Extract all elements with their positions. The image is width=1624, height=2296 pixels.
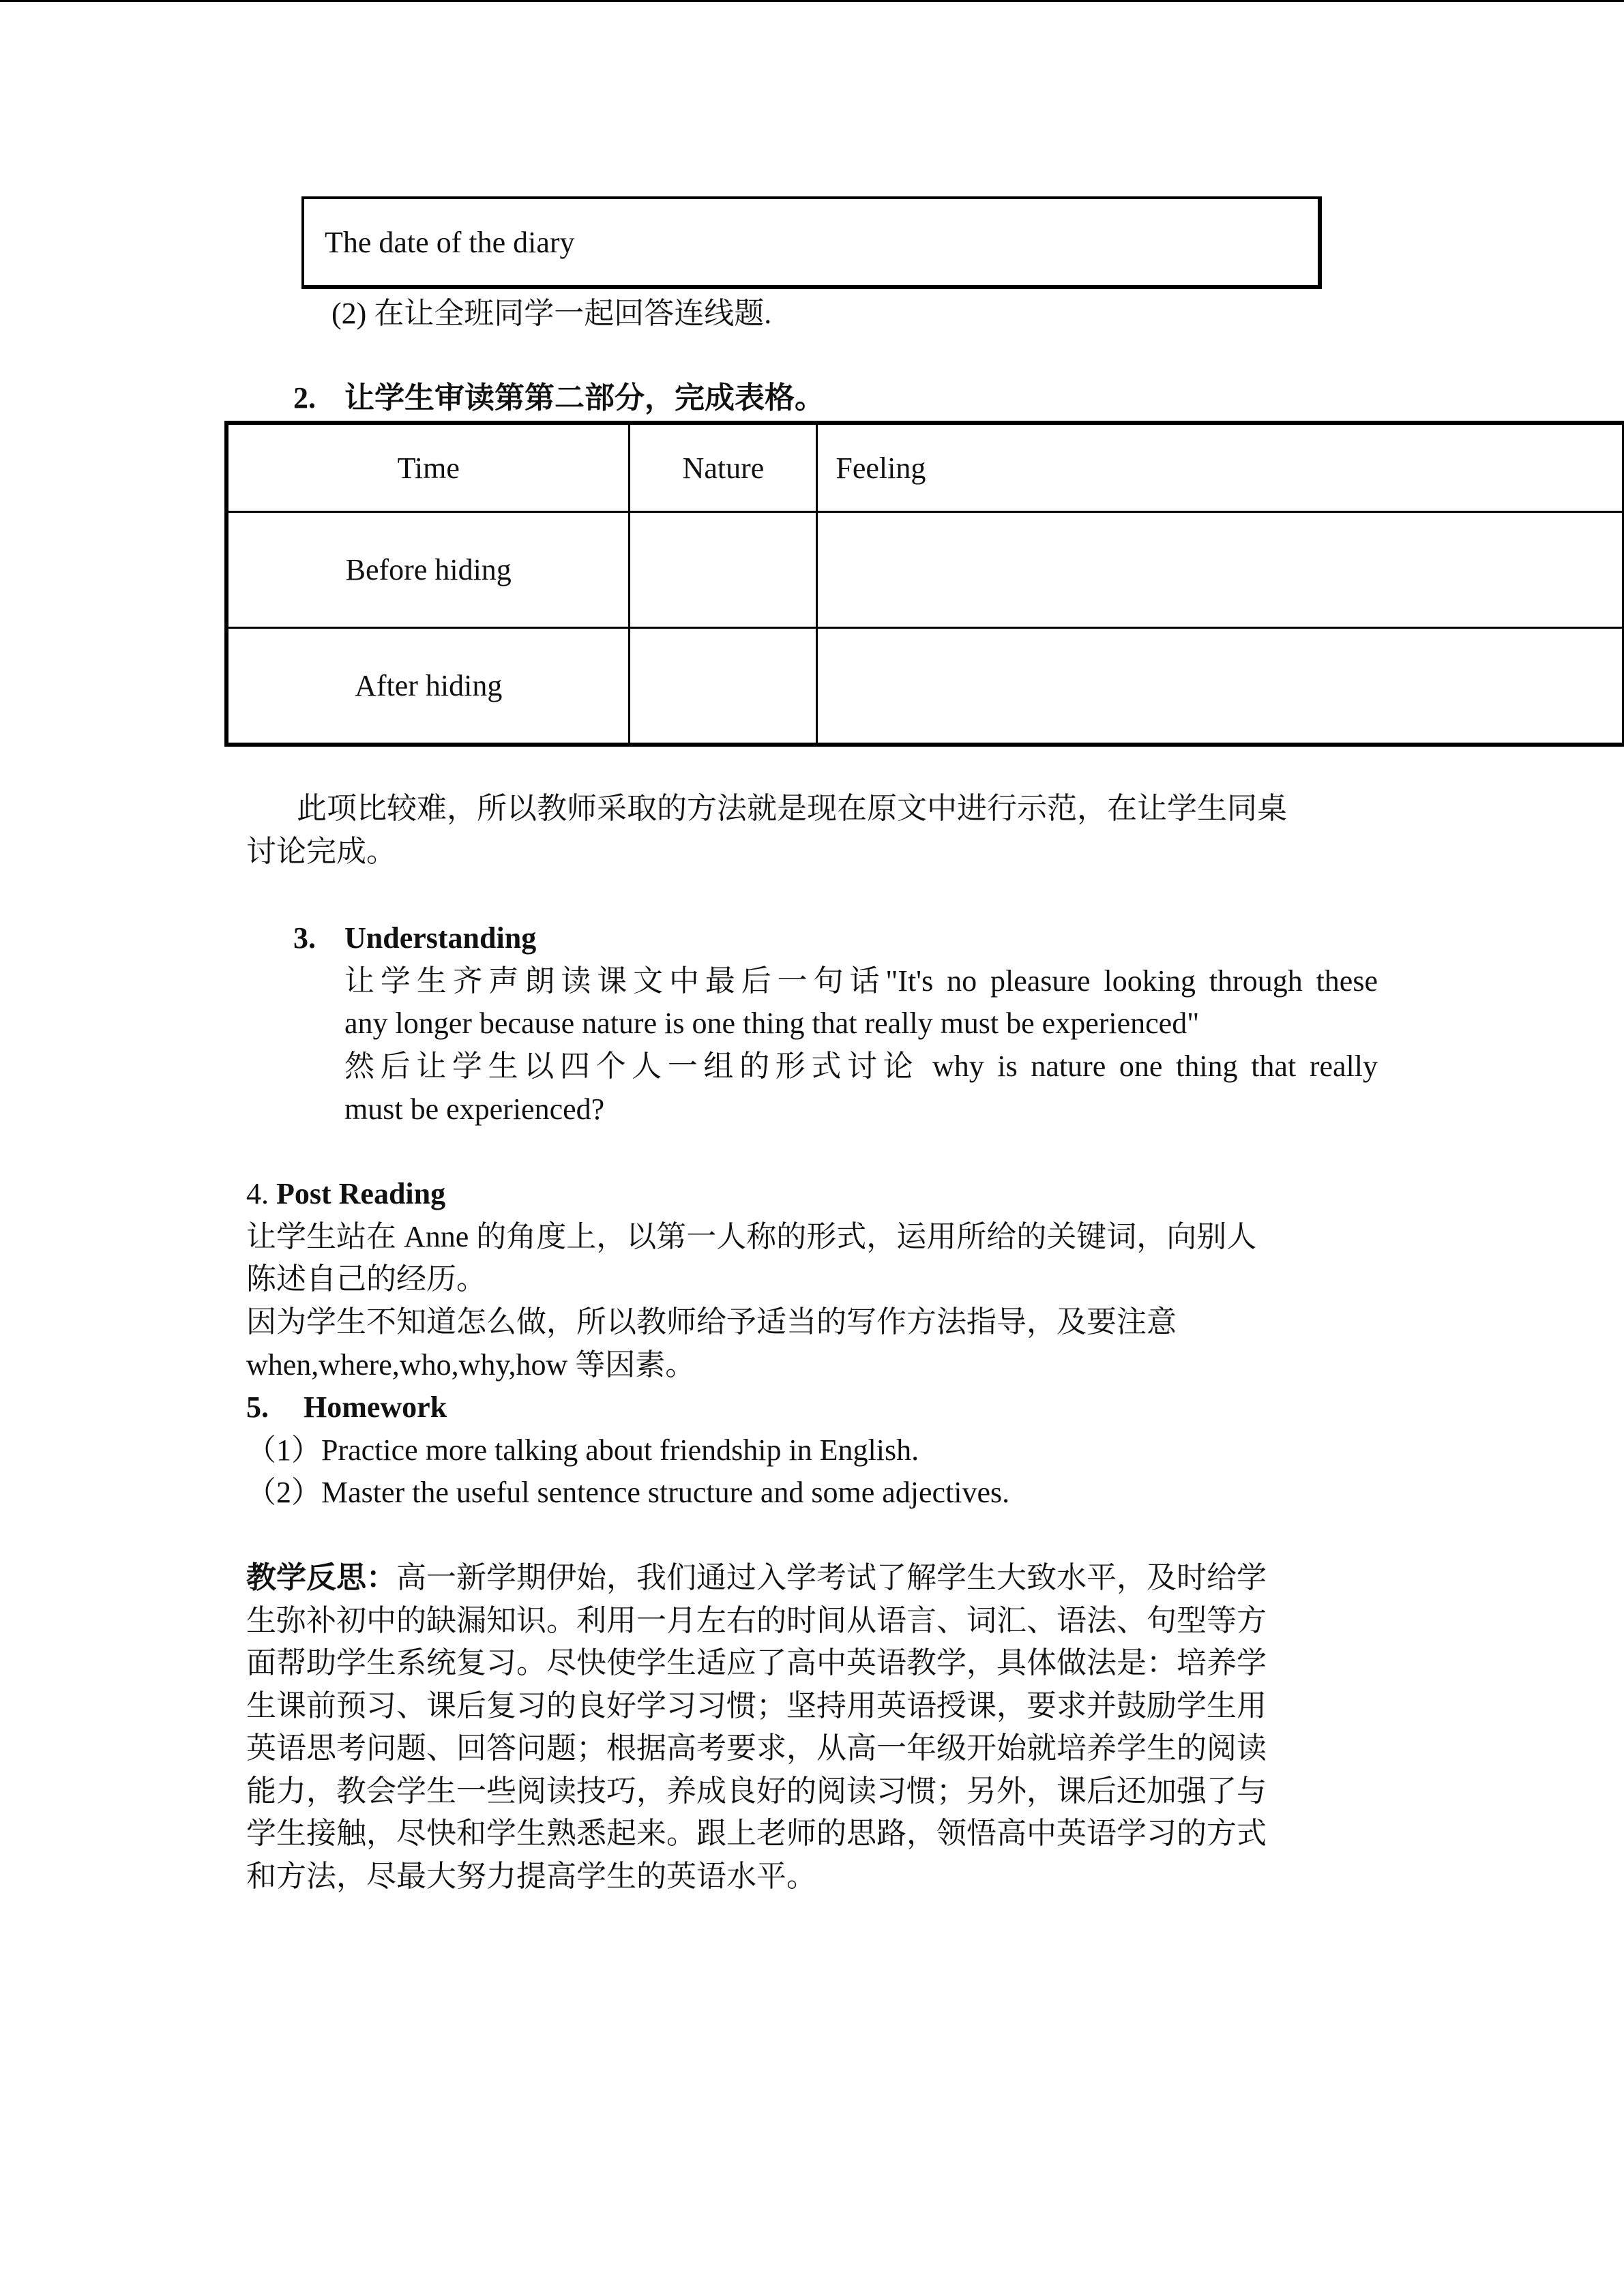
section3-line4: must be experienced? <box>344 1092 605 1126</box>
section4-line3: 因为学生不知道怎么做，所以教师给予适当的写作方法指导，及要注意 <box>246 1305 1177 1339</box>
homework-item-2: （2）Master the useful sentence structure and some adjectives. <box>246 1476 1010 1509</box>
row-time-cell: After hiding <box>226 628 630 745</box>
row-time-cell: Before hiding <box>226 512 630 628</box>
section2-number: 2. <box>293 381 316 415</box>
section4-line4: when,where,who,why,how 等因素。 <box>246 1348 696 1382</box>
diary-date-label: The date of the diary <box>325 226 575 259</box>
step1-note: (2) 在让全班同学一起回答连线题. <box>331 297 772 330</box>
section3-line3: 然后让学生以四个人一组的形式讨论 why is nature one thing that really <box>344 1049 1378 1083</box>
reflection-line5: 英语思考问题、回答问题；根据高考要求，从高一年级开始就培养学生的阅读 <box>246 1731 1267 1765</box>
page-top-border <box>0 0 1624 2</box>
section3-title: Understanding <box>344 921 537 955</box>
section4-line1: 让学生站在 Anne 的角度上，以第一人称的形式，运用所给的关键词，向别人 <box>246 1220 1257 1253</box>
reflection-label: 教学反思： <box>246 1561 396 1594</box>
reflection-line7: 学生接触，尽快和学生熟悉起来。跟上老师的思路，领悟高中英语学习的方式 <box>246 1817 1267 1850</box>
row-nature-cell <box>630 628 817 745</box>
section2-note-line1: 此项比较难，所以教师采取的方法就是现在原文中进行示范，在让学生同桌 <box>297 792 1287 825</box>
reflection-line4: 生课前预习、课后复习的良好学习习惯；坚持用英语授课，要求并鼓励学生用 <box>246 1689 1267 1723</box>
homework-item-1: （1）Practice more talking about friendship in English. <box>246 1433 919 1467</box>
reflection-line8: 和方法，尽最大努力提高学生的英语水平。 <box>246 1860 816 1893</box>
table-header-row <box>226 423 1623 512</box>
section5-number: 5. <box>246 1390 269 1424</box>
section2-title: 让学生审读第第二部分，完成表格。 <box>344 381 825 415</box>
header-feeling: Feeling <box>817 423 1623 512</box>
table-row <box>226 512 1623 628</box>
reflection-line1 <box>246 1557 1267 1599</box>
table-row <box>226 628 1623 745</box>
section3-number: 3. <box>293 921 316 955</box>
row-nature-cell <box>630 512 817 628</box>
header-time: Time <box>226 423 630 512</box>
nature-feeling-table <box>224 421 1624 747</box>
diary-date-box <box>301 196 1322 289</box>
reflection-line1-text: 高一新学期伊始，我们通过入学考试了解学生大致水平，及时给学 <box>396 1561 1267 1594</box>
reflection-line3: 面帮助学生系统复习。尽快使学生适应了高中英语教学，具体做法是：培养学 <box>246 1646 1267 1680</box>
header-nature: Nature <box>630 423 817 512</box>
section4-number: 4. <box>246 1177 269 1210</box>
section4-heading <box>246 1173 445 1215</box>
section3-line2: any longer because nature is one thing that really must be experienced" <box>344 1007 1200 1040</box>
section4-title: Post Reading <box>276 1177 446 1210</box>
reflection-line6: 能力，教会学生一些阅读技巧，养成良好的阅读习惯；另外，课后还加强了与 <box>246 1774 1267 1808</box>
section2-note-line2: 讨论完成。 <box>246 835 396 868</box>
section3-line1: 让学生齐声朗读课文中最后一句话"It's no pleasure looking through these <box>344 964 1378 998</box>
section5-title: Homework <box>304 1390 447 1424</box>
section4-line2: 陈述自己的经历。 <box>246 1262 486 1296</box>
row-feeling-cell <box>817 512 1623 628</box>
reflection-line2: 生弥补初中的缺漏知识。利用一月左右的时间从语言、词汇、语法、句型等方 <box>246 1604 1267 1637</box>
row-feeling-cell <box>817 628 1623 745</box>
